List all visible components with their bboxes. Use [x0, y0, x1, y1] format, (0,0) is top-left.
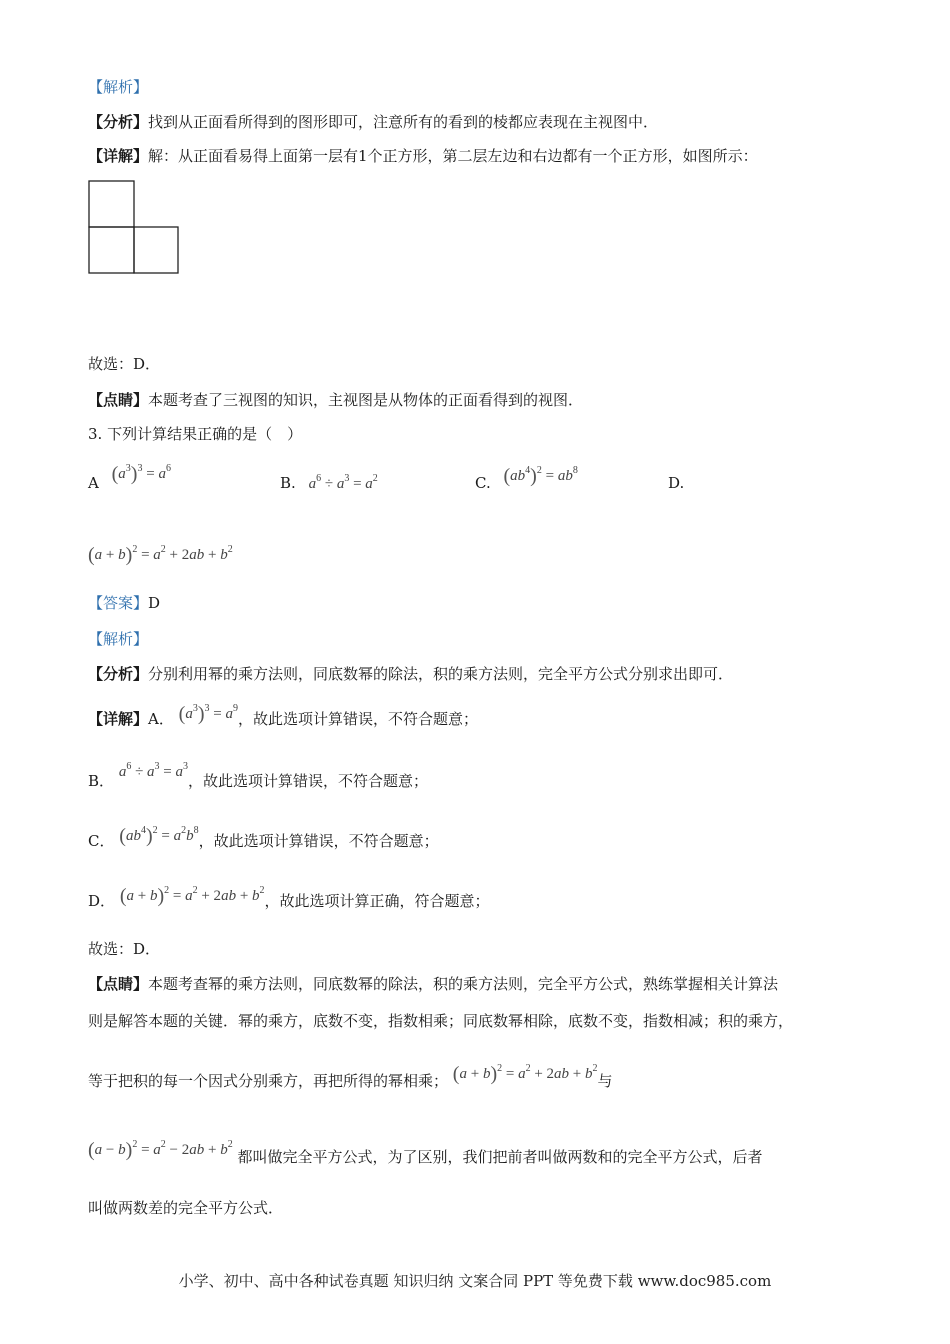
detail-a — [88, 703, 478, 731]
jiexi-label: 【解析】 — [88, 78, 149, 96]
dianjing-line-1 — [88, 973, 778, 995]
detail-a-label: A． — [148, 710, 174, 728]
fenxi-paragraph — [88, 111, 658, 133]
option-c-label: C. — [475, 474, 491, 492]
option-b — [280, 472, 378, 495]
detail-a-tail: ，故此选项计算错误，不符合题意； — [237, 710, 478, 728]
dianjing-line-5: 叫做两数差的完全平方公式． — [88, 1199, 284, 1217]
dianjing-tag: 【点睛】 — [88, 391, 149, 409]
fenxi-paragraph-2 — [88, 663, 733, 685]
option-b-formula: $a^6 \div a^3 = a^2$ — [308, 473, 378, 492]
detail-d-tail: ，故此选项计算正确，符合题意； — [264, 892, 490, 910]
option-a-label: A — [88, 474, 99, 492]
dianjing-line-4 — [88, 1139, 763, 1169]
guxuan-1: 故选：D． — [88, 355, 161, 373]
detail-d-formula: $(a + b)^2 = a^2 + 2ab + b^2$ — [119, 885, 265, 907]
xiangjie-paragraph — [88, 145, 758, 167]
formula-sum-square: $(a + b)^2 = a^2 + 2ab + b^2$ — [452, 1063, 598, 1085]
option-c-formula: $(ab^4)^2 = ab^8$ — [503, 465, 578, 487]
answer-paragraph — [88, 592, 160, 614]
xiangjie-tag: 【详解】 — [88, 147, 149, 165]
square-top — [89, 181, 134, 227]
option-a-formula: $(a^3)^3 = a^6$ — [111, 463, 171, 485]
fenxi-tag-2: 【分析】 — [88, 665, 149, 683]
dianjing-paragraph-1 — [88, 389, 583, 411]
square-bottom-right — [134, 227, 178, 273]
formula-diff-square: $(a - b)^2 = a^2 - 2ab + b^2$ — [88, 1139, 233, 1161]
dianjing-tag-2: 【点睛】 — [88, 975, 149, 993]
dianjing-line-3-text: 等于把积的每一个因式分别乘方，再把所得的幂相乘； — [88, 1072, 449, 1090]
option-a — [88, 463, 171, 495]
fenxi-tag: 【分析】 — [88, 113, 149, 131]
answer-value: D — [148, 594, 161, 612]
question-3-stem: 3. 下列计算结果正确的是（ ） — [88, 425, 303, 443]
detail-b-formula: $a^6 \div a^3 = a^3$ — [118, 761, 189, 780]
detail-a-formula: $(a^3)^3 = a^9$ — [178, 703, 238, 725]
detail-c-tail: ，故此选项计算错误，不符合题意； — [198, 832, 439, 850]
option-d: D. — [668, 474, 685, 492]
detail-c-formula: $(ab^4)^2 = a^2b^8$ — [119, 825, 199, 847]
dianjing-line-1-text: 本题考查幂的乘方法则，同底数幂的除法，积的乘方法则，完全平方公式，熟练掌握相关计算法 — [148, 975, 779, 993]
square-bottom-left — [89, 227, 134, 273]
detail-d-label: D． — [88, 892, 116, 910]
option-c — [475, 465, 578, 495]
guxuan-2: 故选：D． — [88, 940, 161, 958]
detail-b-tail: ，故此选项计算错误，不符合题意； — [188, 772, 429, 790]
detail-c-label: C． — [88, 832, 115, 850]
dianjing-line-4-tail: 都叫做完全平方公式，为了区别，我们把前者叫做两数和的完全平方公式，后者 — [237, 1148, 763, 1166]
detail-c — [88, 825, 439, 853]
jiexi-label-2: 【解析】 — [88, 630, 149, 648]
dianjing-line-3-tail: 与 — [597, 1072, 613, 1090]
xiangjie-text: 解：从正面看易得上面第一层有1个正方形，第二层左边和右边都有一个正方形，如图所示： — [148, 147, 758, 165]
answer-tag: 【答案】 — [88, 594, 149, 612]
xiangjie-tag-2: 【详解】 — [88, 710, 149, 728]
detail-b-label: B． — [88, 772, 115, 790]
dianjing-line-2: 则是解答本题的关键．幂的乘方，底数不变，指数相乘；同底数幂相除，底数不变，指数相减；积的乘方， — [88, 1012, 794, 1030]
dianjing-text: 本题考查了三视图的知识，主视图是从物体的正面看得到的视图． — [148, 391, 584, 409]
detail-d — [88, 885, 490, 913]
page-footer: 小学、初中、高中各种试卷真题 知识归纳 文案合同 PPT 等免费下载 www.doc985.com — [178, 1272, 772, 1290]
detail-b — [88, 761, 429, 793]
front-view-figure — [88, 180, 180, 274]
dianjing-line-3 — [88, 1063, 613, 1093]
fenxi-text-2: 分别利用幂的乘方法则，同底数幂的除法，积的乘方法则，完全平方公式分别求出即可． — [148, 665, 734, 683]
option-d-formula: $(a + b)^2 = a^2 + 2ab + b^2$ — [88, 544, 233, 566]
fenxi-text: 找到从正面看所得到的图形即可，注意所有的看到的棱都应表现在主视图中． — [148, 113, 659, 131]
option-b-label: B. — [280, 474, 296, 492]
